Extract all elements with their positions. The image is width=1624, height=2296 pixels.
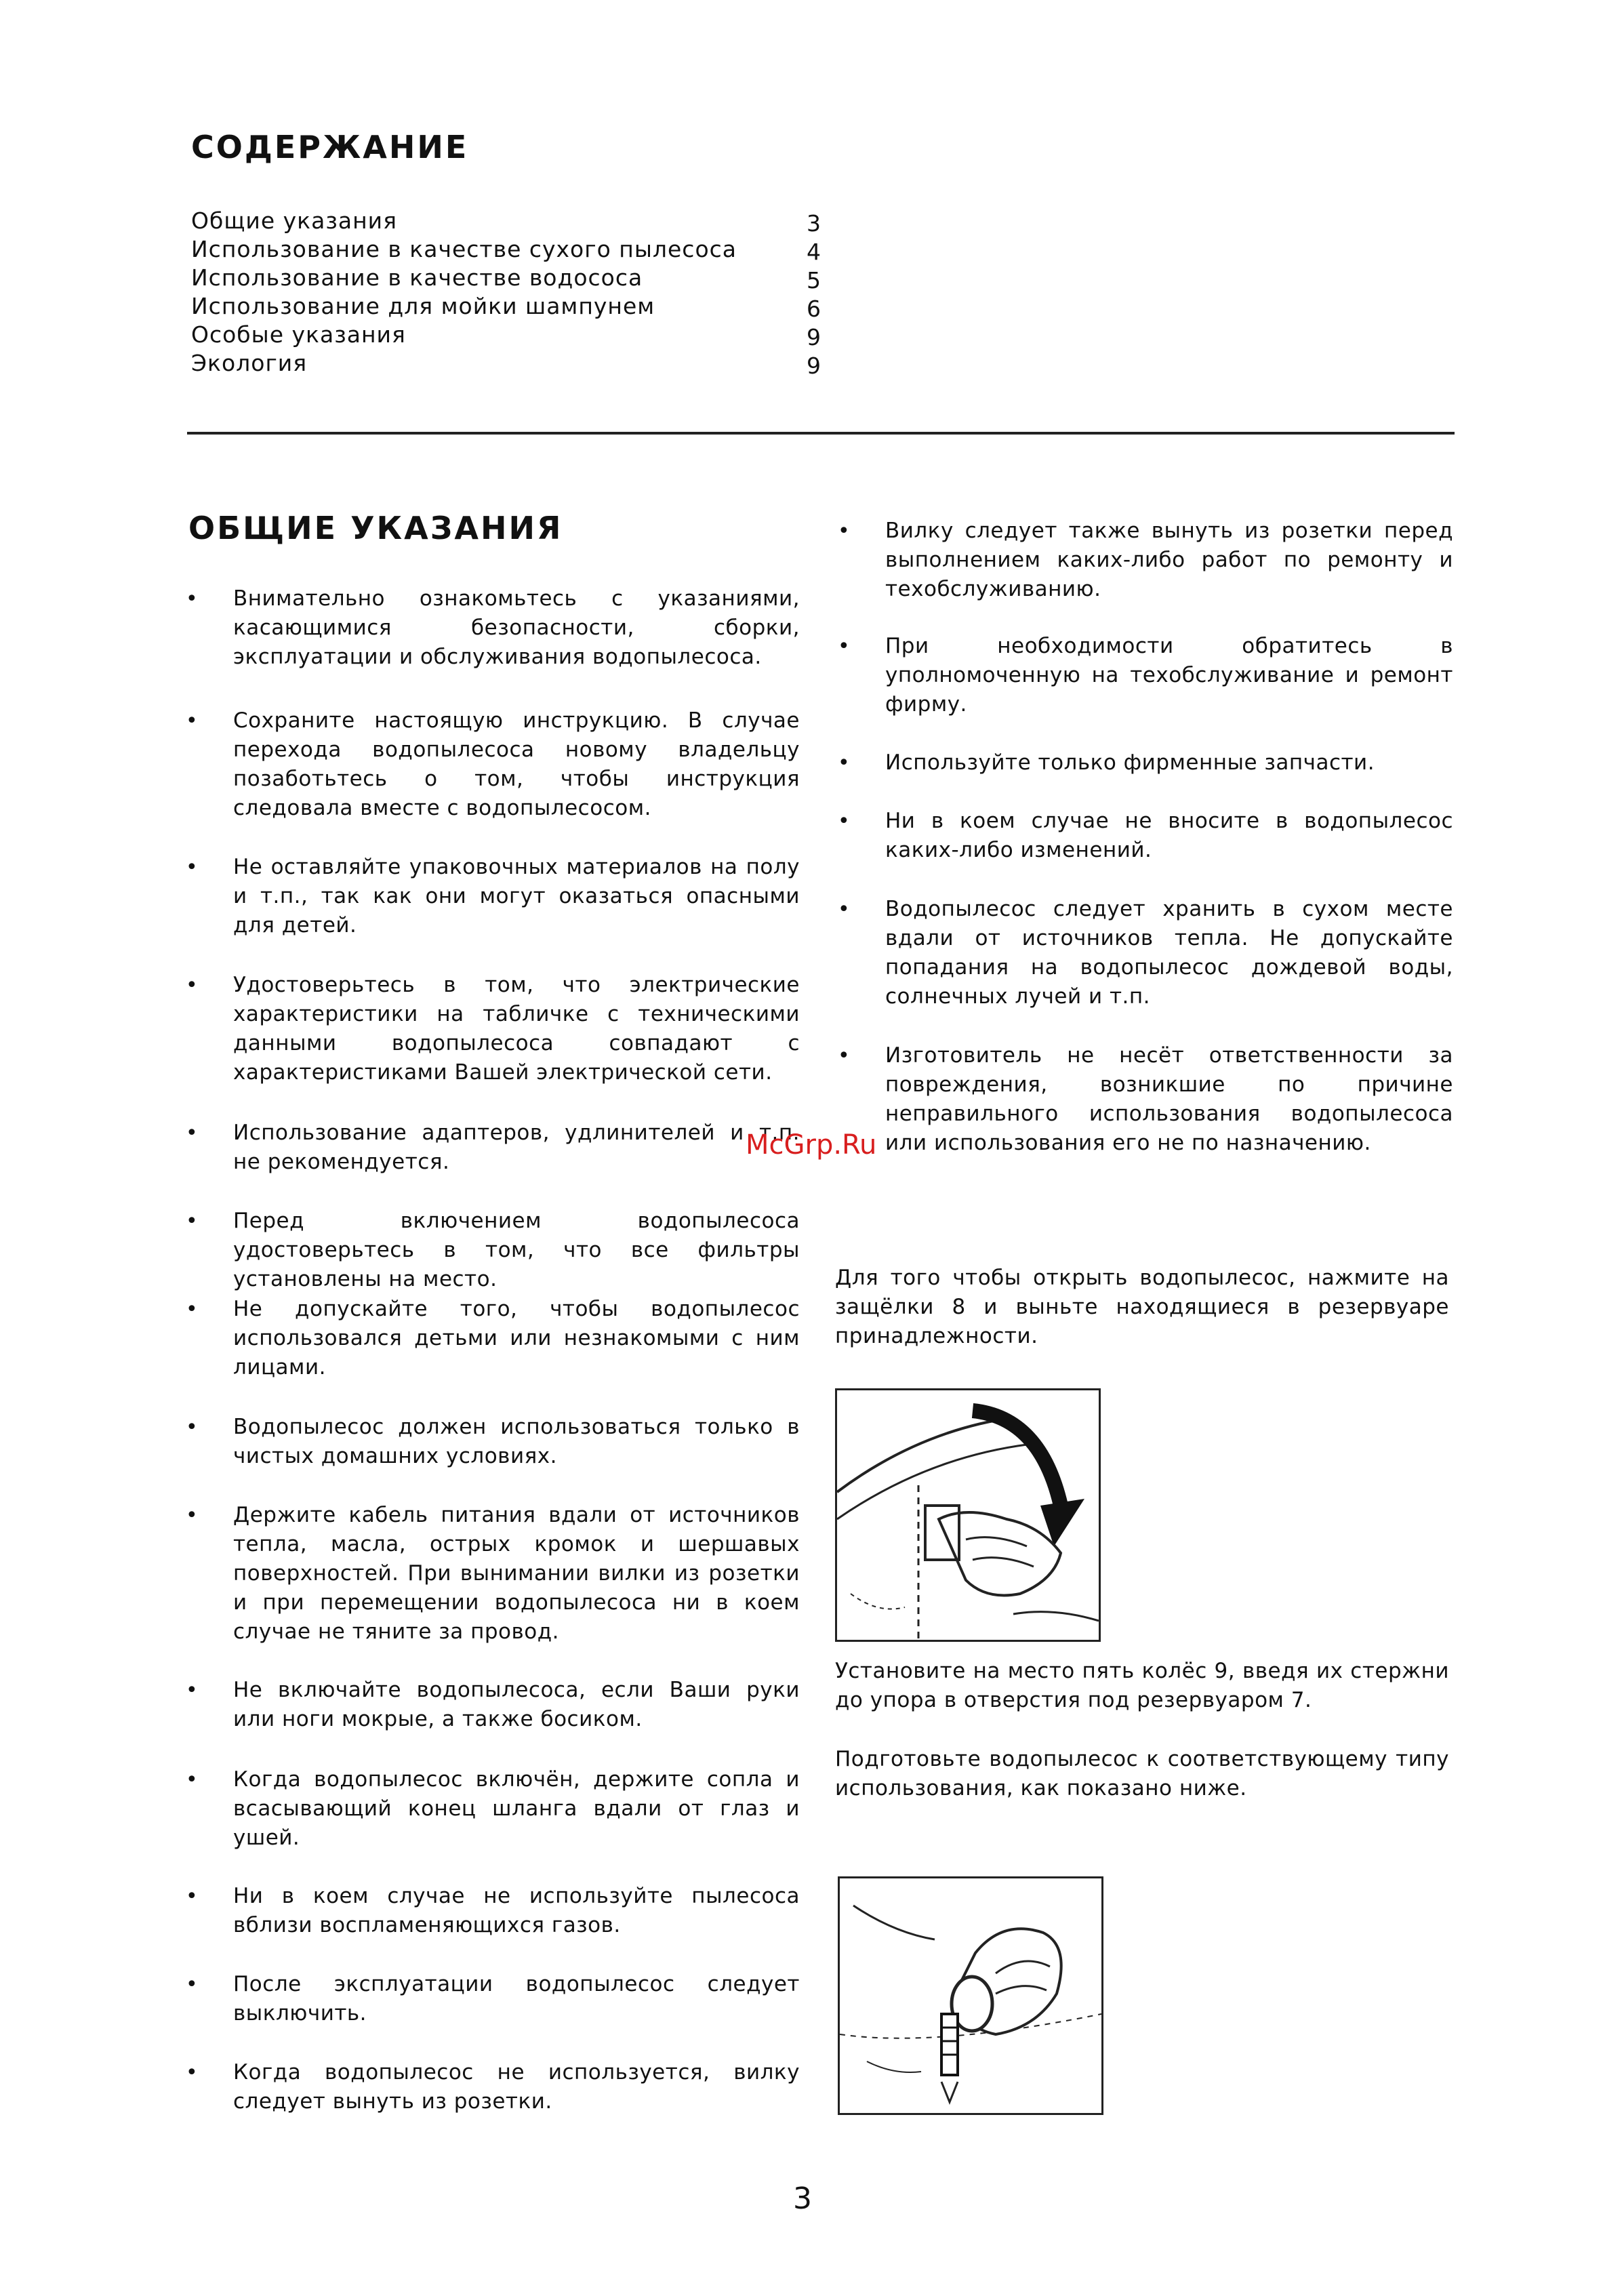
open-instruction: Для того чтобы открыть водопылесос, нажмите на защёлки 8 и выньте находящиеся в резервуаре принадлежности. xyxy=(835,1266,1449,1348)
bullet-icon: • xyxy=(838,519,851,543)
list-item-text: Ни в коем случае не используйте пылесоса вблизи воспламеняющихся газов. xyxy=(233,1884,800,1937)
list-item xyxy=(186,1295,800,1382)
toc-entry-title: Использование для мойки шампунем xyxy=(191,293,655,319)
list-item-text: Удостоверьтесь в том, что электрические характеристики на табличке с техническими данными водопылесоса совпадают с характеристиками Вашей электрической сети. xyxy=(233,973,800,1085)
list-item xyxy=(838,1041,1453,1158)
bullet-icon: • xyxy=(186,1678,199,1702)
toc-entry xyxy=(191,264,821,293)
list-item xyxy=(838,748,1453,778)
bullet-icon: • xyxy=(186,587,199,611)
list-item xyxy=(838,517,1453,604)
list-item xyxy=(186,971,800,1087)
bullet-icon: • xyxy=(838,898,851,921)
bullet-icon: • xyxy=(186,1415,199,1439)
list-item xyxy=(186,706,800,823)
list-item-text: Ни в коем случае не вносите в водопылесос каких-либо изменений. xyxy=(885,809,1453,862)
list-item-text: Используйте только фирменные запчасти. xyxy=(885,750,1375,775)
list-item-text: Внимательно ознакомьтесь с указаниями, касающимися безопасности, сборки, эксплуатации и обслуживания водопылесоса. xyxy=(233,586,800,669)
list-item xyxy=(186,2058,800,2116)
list-item xyxy=(186,1765,800,1853)
list-item xyxy=(186,1501,800,1647)
toc-entry xyxy=(191,350,821,378)
list-item-text: Перед включением водопылесоса удостоверьтесь в том, что все фильтры установлены на место. xyxy=(233,1209,800,1291)
list-item-text: Водопылесос следует хранить в сухом месте вдали от источников тепла. Не допускайте попадания на водопылесос дождевой воды, солнечных лучей и т.п. xyxy=(885,897,1453,1009)
bullet-icon: • xyxy=(186,1121,199,1145)
list-item-text: Не включайте водопылесоса, если Ваши руки или ноги мокрые, а также босиком. xyxy=(233,1678,800,1731)
toc-entry xyxy=(191,236,821,264)
bullet-icon: • xyxy=(186,855,199,879)
list-item xyxy=(186,1413,800,1471)
toc-entry-page: 3 xyxy=(807,210,821,237)
toc-entry-title: Общие указания xyxy=(191,207,397,234)
list-item xyxy=(186,1676,800,1734)
list-item xyxy=(186,853,800,940)
toc-entry-page: 9 xyxy=(807,353,821,379)
toc-entry xyxy=(191,321,821,350)
list-item-text: Не оставляйте упаковочных материалов на полу и т.п., так как они могут оказаться опасными для детей. xyxy=(233,855,800,938)
latch-illustration xyxy=(837,1390,1099,1640)
toc-entry-title: Использование в качестве сухого пылесоса xyxy=(191,236,737,262)
list-item-text: Водопылесос должен использоваться только в чистых домашних условиях. xyxy=(233,1415,800,1468)
prepare-instruction: Подготовьте водопылесос к соответствующему типу использования, как показано ниже. xyxy=(835,1747,1449,1800)
watermark: McGrp.Ru xyxy=(746,1129,877,1161)
list-item xyxy=(186,584,800,672)
list-item xyxy=(838,632,1453,719)
list-item-text: Вилку следует также вынуть из розетки перед выполнением каких-либо работ по ремонту и техобслуживанию. xyxy=(885,519,1453,601)
bullet-icon: • xyxy=(186,1297,199,1321)
list-item-text: Держите кабель питания вдали от источников тепла, масла, острых кромок и шершавых поверхностей. При вынимании вилки из розетки и при перемещении водопылесоса ни в коем случае не тяните за провод. xyxy=(233,1503,800,1644)
list-item-text: Сохраните настоящую инструкцию. В случае перехода водопылесоса новому владельцу позаботьтесь о том, чтобы инструкция следовала вместе с водопылесосом. xyxy=(233,708,800,820)
list-item xyxy=(186,1882,800,1940)
list-item xyxy=(186,1119,800,1177)
list-item xyxy=(838,895,1453,1011)
section-divider xyxy=(187,432,1455,435)
bullet-icon: • xyxy=(186,709,199,733)
list-item xyxy=(838,807,1453,865)
toc-entry-title: Особые указания xyxy=(191,321,406,348)
bullet-icon: • xyxy=(186,973,199,997)
toc-entry-title: Использование в качестве водососа xyxy=(191,264,643,291)
toc-entry-page: 9 xyxy=(807,324,821,350)
general-heading: ОБЩИЕ УКАЗАНИЯ xyxy=(188,510,563,546)
toc-entry xyxy=(191,207,821,236)
toc-entry-page: 5 xyxy=(807,267,821,294)
bullet-icon: • xyxy=(186,1768,199,1792)
bullet-icon: • xyxy=(838,751,851,775)
bullet-icon: • xyxy=(186,1209,199,1233)
wheels-instruction: Установите на место пять колёс 9, введя их стержни до упора в отверстия под резервуаром 7. xyxy=(835,1659,1449,1712)
list-item-text: Когда водопылесос не используется, вилку следует вынуть из розетки. xyxy=(233,2060,800,2114)
contents-heading: СОДЕРЖАНИЕ xyxy=(191,129,469,165)
list-item xyxy=(186,1207,800,1294)
list-item-text: Не допускайте того, чтобы водопылесос использовался детьми или незнакомыми с ним лицами. xyxy=(233,1297,800,1379)
bullet-icon: • xyxy=(186,1885,199,1908)
wheel-illustration xyxy=(840,1878,1101,2113)
bullet-icon: • xyxy=(186,1504,199,1527)
bullet-icon: • xyxy=(186,1973,199,1996)
list-item-text: Изготовитель не несёт ответственности за повреждения, возникшие по причине неправильного использования водопылесоса или использования его не по назначению. xyxy=(885,1043,1453,1155)
page-number: 3 xyxy=(793,2181,812,2216)
bullet-icon: • xyxy=(838,809,851,833)
list-item-text: Использование адаптеров, удлинителей и т.п. не рекомендуется. xyxy=(233,1121,800,1174)
figure-wheel-install xyxy=(838,1876,1103,2115)
list-item-text: При необходимости обратитесь в уполномоченную на техобслуживание и ремонт фирму. xyxy=(885,634,1453,717)
figure-open-latches xyxy=(835,1388,1101,1642)
bullet-icon: • xyxy=(186,2061,199,2084)
list-item xyxy=(186,1970,800,2028)
bullet-icon: • xyxy=(838,635,851,658)
toc-entry-page: 4 xyxy=(807,239,821,265)
toc-entry-page: 6 xyxy=(807,296,821,322)
list-item-text: После эксплуатации водопылесос следует выключить. xyxy=(233,1972,800,2026)
toc-entry-title: Экология xyxy=(191,350,308,376)
toc-entry xyxy=(191,293,821,321)
bullet-icon: • xyxy=(838,1044,851,1068)
list-item-text: Когда водопылесос включён, держите сопла и всасывающий конец шланга вдали от глаз и ушей. xyxy=(233,1767,800,1850)
